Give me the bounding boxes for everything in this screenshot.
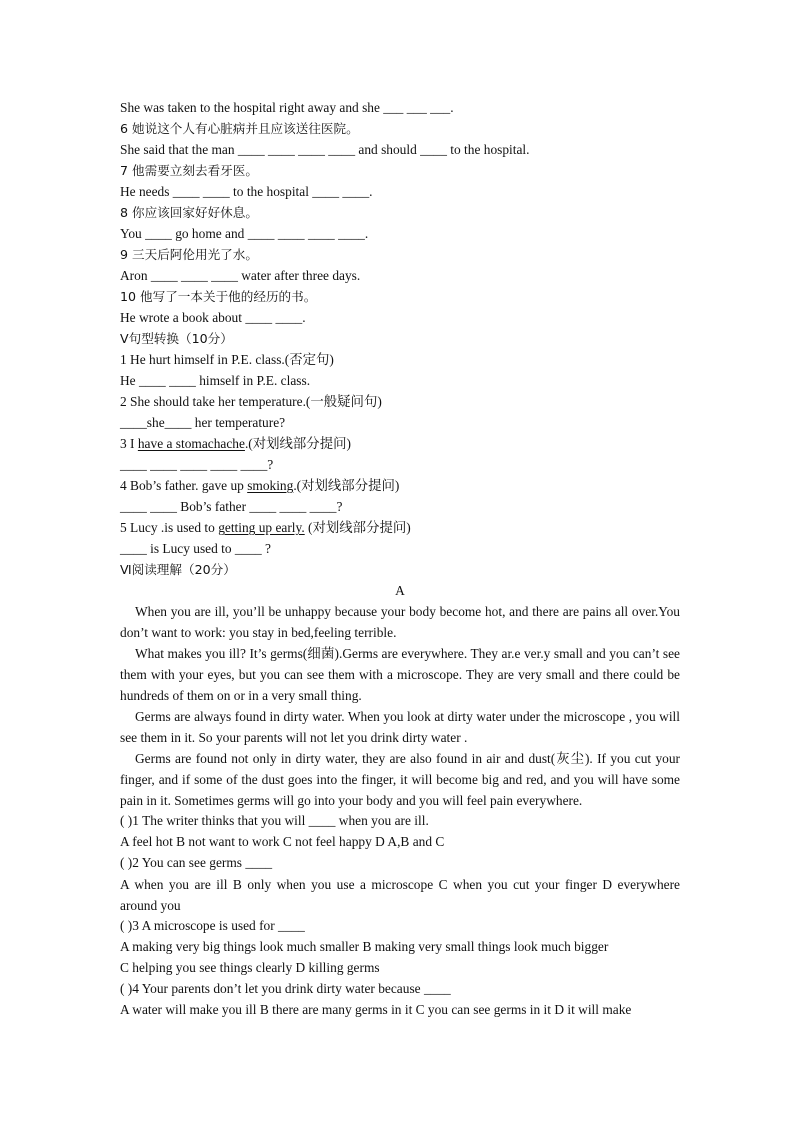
s5-q4-answer: ____ ____ Bob’s father ____ ____ ____? [120, 499, 343, 514]
reading-q1: ( )1 The writer thinks that you will ____ when you are ill. [120, 813, 429, 828]
reading-q3-options: A making very big things look much smaller B making very small things look much bigger [120, 939, 609, 954]
prev-answer-line: She was taken to the hospital right away and she ___ ___ ___. [120, 100, 454, 115]
passage-paragraph-3: Germs are always found in dirty water. When you look at dirty water under the microscope , you will see them in it. So your parents will not let you drink dirty water . [120, 709, 680, 745]
s5-q5-underlined: getting up early. [218, 520, 305, 535]
item8-english: You ____ go home and ____ ____ ____ ____. [120, 226, 369, 241]
s5-q3-stem [120, 434, 680, 454]
reading-q4: ( )4 Your parents don’t let you drink dirty water because ____ [120, 981, 451, 996]
item10-english: He wrote a book about ____ ____. [120, 310, 306, 325]
reading-q2: ( )2 You can see germs ____ [120, 855, 273, 870]
s5-q3-answer: ____ ____ ____ ____ ____? [120, 457, 274, 472]
s5-q2-answer: ____she____ her temperature? [120, 415, 286, 430]
s5-q5-post: (对划线部分提问) [304, 520, 411, 535]
s5-q5-stem [120, 518, 680, 538]
s5-q5-pre: 5 Lucy .is used to [120, 520, 219, 535]
s5-q4-pre: 4 Bob’s father. gave up [120, 478, 248, 493]
s5-q4-underlined: smoking [247, 478, 294, 493]
item8-chinese: 8 你应该回家好好休息。 [120, 205, 258, 220]
item9-english: Aron ____ ____ ____ water after three days. [120, 268, 361, 283]
s5-q4-post: .(对划线部分提问) [293, 478, 400, 493]
reading-q3-options-2: C helping you see things clearly D killing germs [120, 960, 380, 975]
passage-label: A [395, 583, 405, 598]
item7-chinese: 7 他需要立刻去看牙医。 [120, 163, 258, 178]
item10-chinese: 10 他写了一本关于他的经历的书。 [120, 289, 317, 304]
s5-q4-stem [120, 476, 680, 496]
s5-q5-answer: ____ is Lucy used to ____ ? [120, 541, 271, 556]
reading-q1-options: A feel hot B not want to work C not feel happy D A,B and C [120, 834, 445, 849]
reading-q4-options: A water will make you ill B there are many germs in it C you can see germs in it D it will make [120, 1002, 632, 1017]
item9-chinese: 9 三天后阿伦用光了水。 [120, 247, 258, 262]
passage-paragraph-1: When you are ill, you’ll be unhappy because your body become hot, and there are pains all over.You don’t want to work: you stay in bed,feeling terrible. [120, 604, 680, 640]
s5-q3-post: .(对划线部分提问) [244, 436, 351, 451]
passage-paragraph-2: What makes you ill? It’s germs(细菌).Germs are everywhere. They ar.e ver.y small and you can’t see them with your eyes, but you can see them with a microscope. They are very small and there could be hundreds of them on or in a very small thing. [120, 646, 680, 703]
s5-q1-answer: He ____ ____ himself in P.E. class. [120, 373, 311, 388]
s5-q3-pre: 3 I [120, 436, 138, 451]
section5-heading: Ⅴ句型转换（10分） [120, 331, 233, 346]
s5-q1-stem: 1 He hurt himself in P.E. class.(否定句) [120, 352, 334, 367]
s5-q3-underlined: have a stomachache [137, 436, 245, 451]
reading-q2-options: A when you are ill B only when you use a microscope C when you cut your finger D everywhere around you [120, 877, 680, 913]
section6-heading: Ⅵ阅读理解（20分） [120, 562, 236, 577]
reading-q3: ( )3 A microscope is used for ____ [120, 918, 305, 933]
passage-paragraph-4: Germs are found not only in dirty water, they are also found in air and dust(灰尘). If you cut your finger, and if some of the dust goes into the finger, it will become big and red, and you will have some pain in it. Sometimes germs will go into your body and you will feel pain everywhere. [120, 751, 680, 808]
s5-q2-stem: 2 She should take her temperature.(一般疑问句) [120, 394, 382, 409]
item6-chinese: 6 她说这个人有心脏病并且应该送往医院。 [120, 121, 359, 136]
item7-english: He needs ____ ____ to the hospital ____ ____. [120, 184, 373, 199]
item6-english: She said that the man ____ ____ ____ ____ and should ____ to the hospital. [120, 142, 530, 157]
